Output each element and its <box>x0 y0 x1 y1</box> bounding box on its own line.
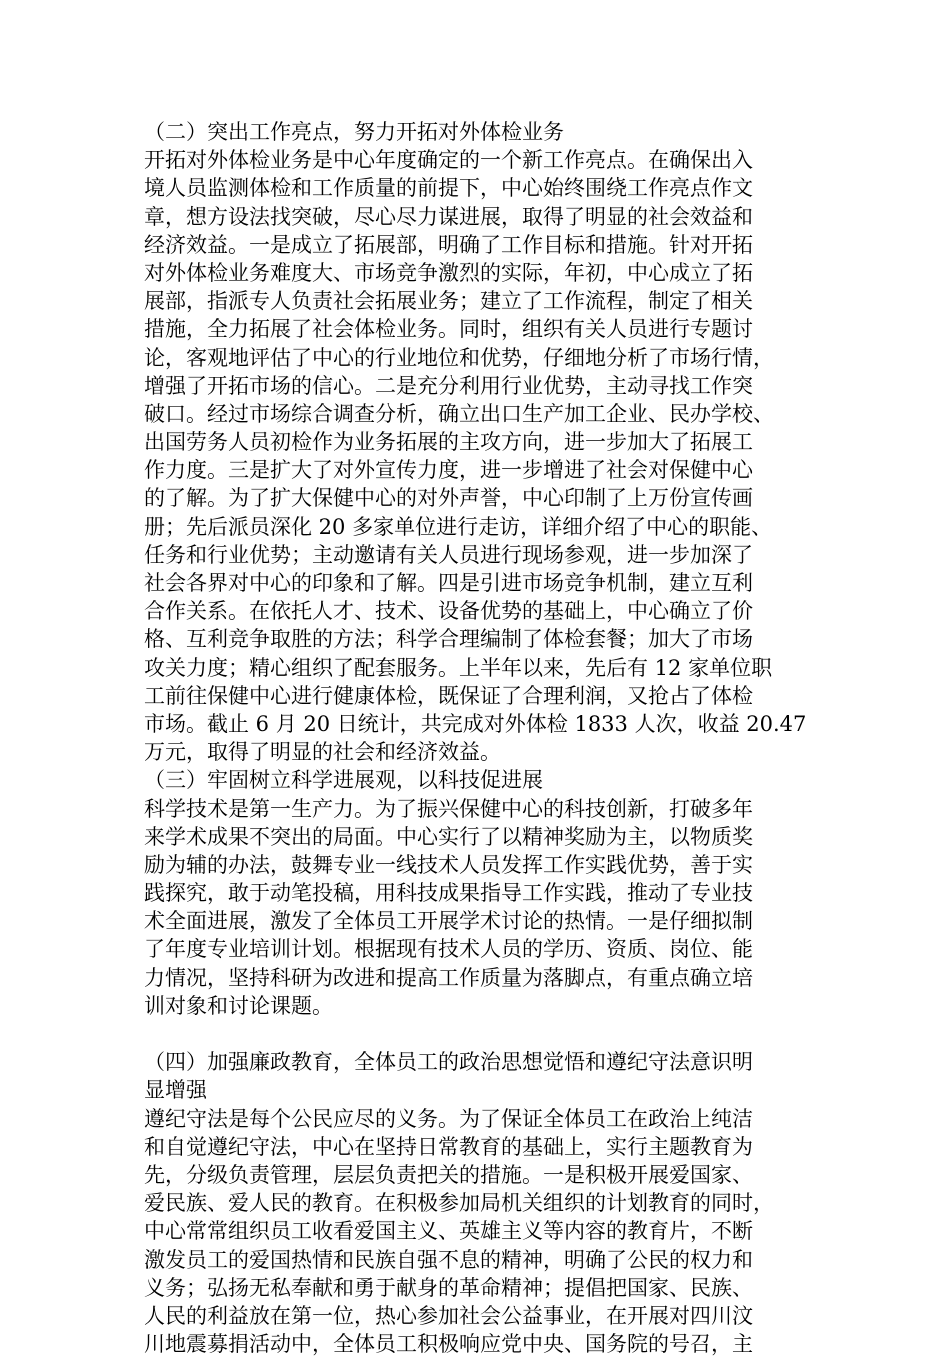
text-line: 境人员监测体检和工作质量的前提下，中心始终围绕工作亮点作文 <box>144 176 753 201</box>
text-line: 论，客观地评估了中心的行业地位和优势，仔细地分析了市场行情， <box>144 345 774 370</box>
text-line: 作力度。三是扩大了对外宣传力度，进一步增进了社会对保健中心 <box>144 458 753 483</box>
text-line: 义务；弘扬无私奉献和勇于献身的革命精神；提倡把国家、民族、 <box>144 1275 753 1300</box>
text-line: 开拓对外体检业务是中心年度确定的一个新工作亮点。在确保出入 <box>144 148 753 173</box>
text-line: 社会各界对中心的印象和了解。四是引进市场竞争机制，建立互利 <box>144 571 753 595</box>
text-line: 先，分级负责管理，层层负责把关的措施。一是积极开展爱国家、 <box>144 1162 753 1187</box>
text-line: 遵纪守法是每个公民应尽的义务。为了保证全体员工在政治上纯洁 <box>144 1106 753 1131</box>
text-line: 激发员工的爱国热情和民族自强不息的精神，明确了公民的权力和 <box>144 1247 753 1272</box>
text-line: 来学术成果不突出的局面。中心实行了以精神奖励为主，以物质奖 <box>144 824 753 849</box>
text-line: 爱民族、爱人民的教育。在积极参加局机关组织的计划教育的同时， <box>144 1191 774 1216</box>
text-line: 合作关系。在依托人才、技术、设备优势的基础上，中心确立了价 <box>144 599 753 624</box>
text-line: 出国劳务人员初检作为业务拓展的主攻方向，进一步加大了拓展工 <box>144 430 753 455</box>
text-line: 经济效益。一是成立了拓展部，明确了工作目标和措施。针对开拓 <box>144 232 753 257</box>
section-heading-4: （四）加强廉政教育，全体员工的政治思想觉悟和遵纪守法意识明 <box>144 1050 753 1075</box>
section-heading-3: （三）牢固树立科学进展观，以科技促进展 <box>144 768 543 793</box>
text-line: 格、互利竞争取胜的方法；科学合理编制了体检套餐；加大了市场 <box>144 627 753 652</box>
text-line: 章，想方设法找突破，尽心尽力谋进展，取得了明显的社会效益和 <box>144 204 753 229</box>
document-page <box>144 118 807 1358</box>
text-line: 破口。经过市场综合调查分析，确立出口生产加工企业、民办学校、 <box>144 401 774 426</box>
text-line: 科学技术是第一生产力。为了振兴保健中心的科技创新，打破多年 <box>144 796 753 821</box>
text-line: 了年度专业培训计划。根据现有技术人员的学历、资质、岗位、能 <box>144 937 753 962</box>
section-heading-2: （二）突出工作亮点，努力开拓对外体检业务 <box>144 120 564 144</box>
text-line: 措施，全力拓展了社会体检业务。同时，组织有关人员进行专题讨 <box>144 317 753 342</box>
text-line: 展部，指派专人负责社会拓展业务；建立了工作流程，制定了相关 <box>144 289 753 314</box>
text-line: 术全面进展，激发了全体员工开展学术讨论的热情。一是仔细拟制 <box>144 909 753 934</box>
text-line: 川地震募捐活动中，全体员工积极响应党中央、国务院的号召，主 <box>144 1332 753 1357</box>
text-line: 力情况，坚持科研为改进和提高工作质量为落脚点，有重点确立培 <box>144 965 753 990</box>
blank-line <box>144 1020 804 1048</box>
text-line: 册；先后派员深化 20 多家单位进行走访，详细介绍了中心的职能、 <box>144 514 773 539</box>
text-line: 励为辅的办法，鼓舞专业一线技术人员发挥工作实践优势，善于实 <box>144 852 753 877</box>
text-line: 人民的利益放在第一位，热心参加社会公益事业，在开展对四川汶 <box>144 1303 753 1328</box>
text-line: 中心常常组织员工收看爱国主义、英雄主义等内容的教育片，不断 <box>144 1219 753 1244</box>
section-heading-4-continued: 显增强 <box>144 1078 207 1103</box>
text-line: 和自觉遵纪守法，中心在坚持日常教育的基础上，实行主题教育为 <box>144 1134 753 1159</box>
text-line: 万元，取得了明显的社会和经济效益。 <box>144 740 501 765</box>
text-line: 任务和行业优势；主动邀请有关人员进行现场参观，进一步加深了 <box>144 542 753 567</box>
text-line: 践探究，敢于动笔投稿，用科技成果指导工作实践，推动了专业技 <box>144 881 753 906</box>
text-line: 增强了开拓市场的信心。二是充分利用行业优势，主动寻找工作突 <box>144 373 753 398</box>
text-line: 的了解。为了扩大保健中心的对外声誉，中心印制了上万份宣传画 <box>144 486 753 511</box>
text-line: 攻关力度；精心组织了配套服务。上半年以来，先后有 12 家单位职 <box>144 655 773 680</box>
text-line: 市场。截止 6 月 20 日统计，共完成对外体检 1833 人次，收益 20.47 <box>144 711 807 736</box>
text-line: 对外体检业务难度大、市场竞争激烈的实际，年初，中心成立了拓 <box>144 260 753 285</box>
text-line: 训对象和讨论课题。 <box>144 993 333 1018</box>
text-line: 工前往保健中心进行健康体检，既保证了合理利润，又抢占了体检 <box>144 683 753 708</box>
